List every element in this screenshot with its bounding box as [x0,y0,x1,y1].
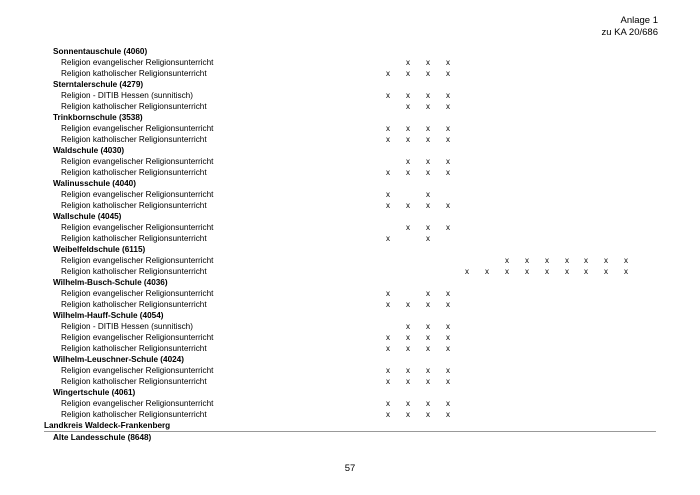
school-label: Trinkbornschule (3538) [53,113,143,122]
subject-row [0,222,700,233]
marker-x: x [386,366,390,375]
page-number: 57 [344,463,356,474]
marker-x: x [446,168,450,177]
marker-x: x [545,256,549,265]
subject-row [0,101,700,112]
marker-x: x [525,256,529,265]
marker-x: x [446,102,450,111]
marker-x: x [446,377,450,386]
subject-row [0,343,700,354]
subject-row [0,266,700,277]
school-label: Wingertschule (4061) [53,388,136,397]
district-row [44,420,656,432]
page-header [601,15,658,39]
marker-x: x [505,256,509,265]
marker-x: x [624,256,628,265]
marker-x: x [426,322,430,331]
subject-row [0,255,700,266]
marker-x: x [386,190,390,199]
marker-x: x [446,344,450,353]
marker-x: x [406,201,410,210]
subject-label: Religion katholischer Religionsunterricht [61,344,207,353]
subject-label: Religion evangelischer Religionsunterricht [61,223,214,232]
subject-label: Religion katholischer Religionsunterricht [61,135,207,144]
subject-row [0,288,700,299]
header-annex-label: Anlage 1 [620,15,658,26]
marker-x: x [426,234,430,243]
marker-x: x [426,190,430,199]
subject-label: Religion katholischer Religionsunterricht [61,300,207,309]
marker-x: x [446,135,450,144]
marker-x: x [446,333,450,342]
header-reference: zu KA 20/686 [601,27,658,38]
subject-row [0,57,700,68]
subject-label: Religion katholischer Religionsunterricht [61,410,207,419]
school-row [0,46,700,57]
marker-x: x [426,289,430,298]
marker-x: x [386,410,390,419]
marker-x: x [386,135,390,144]
subject-label: Religion evangelischer Religionsunterricht [61,256,214,265]
marker-x: x [406,168,410,177]
marker-x: x [406,377,410,386]
marker-x: x [446,223,450,232]
subject-label: Religion evangelischer Religionsunterricht [61,366,214,375]
marker-x: x [406,124,410,133]
marker-x: x [426,366,430,375]
school-label: Wilhelm-Busch-Schule (4036) [53,278,168,287]
school-label: Waldschule (4030) [53,146,125,155]
subject-row [0,156,700,167]
marker-x: x [406,223,410,232]
school-row [0,277,700,288]
marker-x: x [406,135,410,144]
subject-row [0,167,700,178]
subject-label: Religion evangelischer Religionsunterricht [61,157,214,166]
school-row [0,178,700,189]
school-subject-table [0,46,700,443]
school-row [0,387,700,398]
marker-x: x [426,58,430,67]
marker-x: x [604,267,608,276]
marker-x: x [386,344,390,353]
marker-x: x [584,256,588,265]
marker-x: x [426,410,430,419]
subject-row [0,321,700,332]
subject-row [0,189,700,200]
marker-x: x [446,399,450,408]
subject-label: Religion katholischer Religionsunterricht [61,69,207,78]
subject-row [0,299,700,310]
subject-label: Religion - DITIB Hessen (sunnitisch) [61,91,193,100]
marker-x: x [426,344,430,353]
subject-row [0,200,700,211]
school-label: Sterntalerschule (4279) [53,80,144,89]
subject-label: Religion katholischer Religionsunterricht [61,168,207,177]
marker-x: x [426,333,430,342]
marker-x: x [505,267,509,276]
school-label: Wilhelm-Hauff-Schule (4054) [53,311,164,320]
district-label: Landkreis Waldeck-Frankenberg [44,421,171,430]
school-label: Sonnentauschule (4060) [53,47,148,56]
marker-x: x [406,300,410,309]
marker-x: x [406,366,410,375]
subject-row [0,123,700,134]
school-label: Weibelfeldschule (6115) [53,245,146,254]
school-row [0,145,700,156]
marker-x: x [406,410,410,419]
school-row [0,432,700,443]
marker-x: x [386,201,390,210]
marker-x: x [465,267,469,276]
subject-label: Religion katholischer Religionsunterricht [61,234,207,243]
marker-x: x [406,58,410,67]
subject-row [0,90,700,101]
marker-x: x [426,399,430,408]
marker-x: x [386,234,390,243]
marker-x: x [426,300,430,309]
marker-x: x [386,91,390,100]
marker-x: x [426,223,430,232]
school-row [0,310,700,321]
subject-label: Religion katholischer Religionsunterricht [61,201,207,210]
marker-x: x [604,256,608,265]
subject-label: Religion katholischer Religionsunterricht [61,102,207,111]
school-label: Wilhelm-Leuschner-Schule (4024) [53,355,184,364]
marker-x: x [446,322,450,331]
subject-label: Religion evangelischer Religionsunterricht [61,124,214,133]
marker-x: x [406,333,410,342]
marker-x: x [426,135,430,144]
marker-x: x [446,410,450,419]
subject-label: Religion evangelischer Religionsunterricht [61,333,214,342]
school-row [0,79,700,90]
marker-x: x [545,267,549,276]
marker-x: x [386,377,390,386]
marker-x: x [386,300,390,309]
marker-x: x [386,333,390,342]
marker-x: x [426,168,430,177]
marker-x: x [426,377,430,386]
subject-label: Religion evangelischer Religionsunterricht [61,58,214,67]
subject-row [0,398,700,409]
school-row [0,244,700,255]
marker-x: x [446,124,450,133]
marker-x: x [406,91,410,100]
subject-label: Religion katholischer Religionsunterricht [61,267,207,276]
marker-x: x [386,168,390,177]
marker-x: x [624,267,628,276]
subject-row [0,376,700,387]
subject-row [0,68,700,79]
marker-x: x [426,201,430,210]
subject-label: Religion - DITIB Hessen (sunnitisch) [61,322,193,331]
marker-x: x [584,267,588,276]
marker-x: x [565,256,569,265]
marker-x: x [446,289,450,298]
subject-row [0,409,700,420]
school-row [0,211,700,222]
marker-x: x [446,157,450,166]
marker-x: x [386,69,390,78]
marker-x: x [446,91,450,100]
school-row [0,354,700,365]
subject-row [0,332,700,343]
school-label: Walinusschule (4040) [53,179,136,188]
marker-x: x [386,124,390,133]
marker-x: x [406,322,410,331]
marker-x: x [386,399,390,408]
school-label: Wallschule (4045) [53,212,122,221]
marker-x: x [406,157,410,166]
marker-x: x [426,157,430,166]
subject-row [0,365,700,376]
marker-x: x [565,267,569,276]
marker-x: x [446,201,450,210]
marker-x: x [386,289,390,298]
marker-x: x [485,267,489,276]
marker-x: x [446,366,450,375]
marker-x: x [426,102,430,111]
marker-x: x [406,344,410,353]
subject-label: Religion evangelischer Religionsunterricht [61,289,214,298]
subject-label: Religion katholischer Religionsunterricht [61,377,207,386]
marker-x: x [406,102,410,111]
school-label: Alte Landesschule (8648) [53,433,152,442]
subject-label: Religion evangelischer Religionsunterricht [61,399,214,408]
marker-x: x [426,69,430,78]
marker-x: x [426,91,430,100]
subject-row [0,134,700,145]
marker-x: x [406,399,410,408]
marker-x: x [446,58,450,67]
marker-x: x [446,69,450,78]
marker-x: x [525,267,529,276]
marker-x: x [406,69,410,78]
subject-row [0,233,700,244]
subject-label: Religion evangelischer Religionsunterricht [61,190,214,199]
school-row [0,112,700,123]
marker-x: x [426,124,430,133]
marker-x: x [446,300,450,309]
